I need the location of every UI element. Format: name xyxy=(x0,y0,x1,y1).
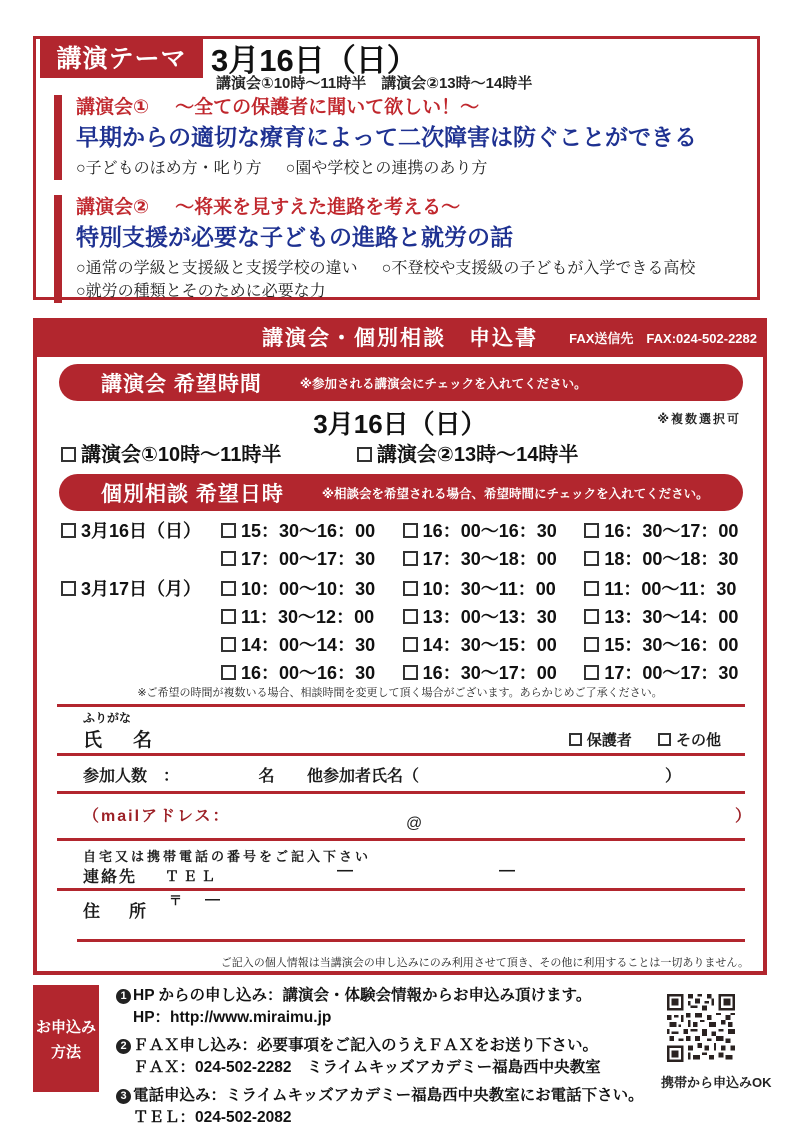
time-slot-label: 16：00～16：30 xyxy=(422,521,557,541)
lecture-options-row xyxy=(61,438,578,467)
participants-unit-label: 名 xyxy=(258,768,275,785)
time-slot-checkbox[interactable] xyxy=(403,551,418,566)
lecture-option-2-label: 講演会②13時～14時半 xyxy=(376,444,579,466)
time-slot-checkbox[interactable] xyxy=(221,637,236,652)
lecture-time-heading: 講演会 希望時間 xyxy=(101,372,262,396)
session-1-name: 講演会① xyxy=(76,97,150,118)
role-option-other xyxy=(658,732,721,749)
consult-day-2-slot-row-4 xyxy=(221,659,766,685)
postal-dash: — xyxy=(205,891,220,908)
session-1-block xyxy=(54,95,697,180)
role-option-guardian xyxy=(569,732,632,749)
other-participants-close-paren: ） xyxy=(664,768,681,785)
consult-day-1-slot-row-2 xyxy=(221,545,766,571)
time-slot xyxy=(221,575,403,601)
time-slot-label: 13：30～14：00 xyxy=(604,607,739,627)
time-slot-checkbox[interactable] xyxy=(584,637,599,652)
session-2-heading xyxy=(76,195,695,221)
time-slot xyxy=(584,659,766,685)
time-slot-checkbox[interactable] xyxy=(221,551,236,566)
time-slot xyxy=(584,603,766,629)
apply-step-1-title xyxy=(116,985,656,1007)
apply-heading-line2: 方法 xyxy=(50,1043,81,1061)
time-slot-checkbox[interactable] xyxy=(221,609,236,624)
lecture-time-note: ※参加される講演会にチェックを入れてください。 xyxy=(299,376,587,391)
other-participants-label: 他参加者氏名（ xyxy=(306,768,419,785)
apply-method-heading-box xyxy=(33,985,99,1092)
step-1-title-text: HP からの申し込み：講演会・体験会情報からお申込み頂けます。 xyxy=(133,987,592,1004)
time-slot-label: 16：00～16：30 xyxy=(241,663,376,683)
consult-day-1 xyxy=(61,517,201,543)
time-slot-checkbox[interactable] xyxy=(584,523,599,538)
role-guardian-checkbox[interactable] xyxy=(569,733,582,746)
mail-close-paren: ） xyxy=(734,808,751,825)
time-slot-checkbox[interactable] xyxy=(221,665,236,680)
role-guardian-label: 保護者 xyxy=(586,732,632,749)
time-slot xyxy=(584,517,766,543)
mail-field-label: （mailアドレス： xyxy=(83,808,231,825)
time-slot-label: 17：00～17：30 xyxy=(241,549,376,569)
session-1-tagline: ～全ての保護者に聞いて欲しい！～ xyxy=(175,97,480,118)
time-slot xyxy=(221,631,403,657)
time-slot-checkbox[interactable] xyxy=(403,665,418,680)
time-slot-checkbox[interactable] xyxy=(221,581,236,596)
apply-step-3-title xyxy=(116,1085,656,1107)
time-slot xyxy=(403,603,585,629)
application-form-banner xyxy=(33,318,767,353)
time-slot-label: 14：00～14：30 xyxy=(241,635,376,655)
time-slot-checkbox[interactable] xyxy=(403,581,418,596)
form-event-date: 3月16日（日） xyxy=(313,409,487,439)
session-2-topic-b: ○不登校や支援級の子どもが入学できる高校 xyxy=(381,259,696,277)
time-slot-checkbox[interactable] xyxy=(584,551,599,566)
time-slot-label: 13：00～13：30 xyxy=(422,607,557,627)
privacy-note: ご記入の個人情報は当講演会の申し込みにのみ利用させて頂き、その他に利用することは一切ありません。 xyxy=(220,957,749,969)
time-slot xyxy=(403,659,585,685)
contact-field-label: 連絡先 xyxy=(83,869,138,886)
session-2-name: 講演会② xyxy=(76,197,150,218)
time-slot-label: 11：00～11：30 xyxy=(604,579,737,599)
time-slot xyxy=(221,517,403,543)
application-form xyxy=(33,353,767,975)
divider xyxy=(57,838,745,841)
time-slot-label: 10：00～10：30 xyxy=(241,579,376,599)
tel-dash-1: — xyxy=(337,862,353,879)
time-slot-label: 10：30～11：00 xyxy=(422,579,556,599)
lecture-time-heading-bar xyxy=(59,364,743,401)
session-2-block xyxy=(54,195,695,303)
lecture-option-2-checkbox[interactable] xyxy=(357,447,372,462)
apply-steps xyxy=(116,985,656,1129)
time-slot-label: 14：30～15：00 xyxy=(422,635,557,655)
time-slot xyxy=(403,575,585,601)
consult-day-1-label: 3月16日（日） xyxy=(81,521,202,541)
consult-note: ※相談会を希望される場合、希望時間にチェックを入れてください。 xyxy=(321,486,709,501)
multiple-selection-note: ※複数選択可 xyxy=(657,412,741,426)
consult-day-2-checkbox[interactable] xyxy=(61,581,76,596)
time-slot-label: 18：00～18：30 xyxy=(604,549,739,569)
time-slot xyxy=(403,545,585,571)
at-sign: @ xyxy=(406,815,423,832)
time-slot-checkbox[interactable] xyxy=(584,609,599,624)
time-slot-checkbox[interactable] xyxy=(584,581,599,596)
divider xyxy=(57,791,745,794)
apply-step-1-detail: HP：http://www.miraimu.jp xyxy=(133,1009,332,1026)
qr-code-icon xyxy=(667,994,735,1062)
time-slot-label: 16：30～17：00 xyxy=(604,521,739,541)
session-2-topic-c: ○就労の種類とそのために必要な力 xyxy=(76,282,326,300)
lecture-option-1-checkbox[interactable] xyxy=(61,447,76,462)
apply-heading-line1: お申込み xyxy=(35,1018,96,1036)
time-slot-checkbox[interactable] xyxy=(403,609,418,624)
time-slot xyxy=(403,631,585,657)
apply-step-2-title xyxy=(116,1035,656,1057)
name-field-label: 氏 名 xyxy=(83,730,159,751)
step-2-title-text: ＦＡＸ申し込み：必要事項をご記入のうえＦＡＸをお送り下さい。 xyxy=(133,1037,599,1054)
fax-destination-label: FAX送信先 FAX:024-502-2282 xyxy=(569,331,757,346)
step-3-number-icon: 3 xyxy=(116,1089,131,1104)
divider xyxy=(77,939,745,942)
apply-step-3-detail: ＴＥＬ：024-502-2082 xyxy=(133,1109,292,1126)
application-form-title: 講演会・個別相談 申込書 xyxy=(262,327,538,350)
time-slot xyxy=(221,603,403,629)
consult-day-2-slot-row-1 xyxy=(221,575,766,601)
consult-caution-note: ※ご希望の時間が複数いる場合、相談時間を変更して頂く場合がございます。あらかじめご了承ください。 xyxy=(137,687,663,699)
consult-day-2 xyxy=(61,575,201,601)
consult-day-1-checkbox[interactable] xyxy=(61,523,76,538)
step-2-number-icon: 2 xyxy=(116,1039,131,1054)
lecture-theme-section xyxy=(33,36,760,300)
time-slot xyxy=(584,545,766,571)
consult-heading: 個別相談 希望日時 xyxy=(101,482,284,506)
phone-instruction-note: 自宅又は携帯電話の番号をご記入下さい xyxy=(83,849,372,864)
time-slot-label: 11：30～12：00 xyxy=(241,607,375,627)
time-slot xyxy=(403,517,585,543)
qr-block xyxy=(661,994,772,1091)
session-2-title: 特別支援が必要な子どもの進路と就労の話 xyxy=(76,223,513,250)
role-other-label: その他 xyxy=(675,732,721,749)
lecture-option-1 xyxy=(61,438,281,467)
session-2-tagline: ～将来を見すえた進路を考える～ xyxy=(175,197,461,218)
time-slot-checkbox[interactable] xyxy=(221,523,236,538)
consult-day-2-slot-row-3 xyxy=(221,631,766,657)
divider xyxy=(57,753,745,756)
qr-caption: 携帯から申込みOK xyxy=(661,1075,772,1090)
time-slot xyxy=(584,631,766,657)
lecture-option-2 xyxy=(357,438,578,467)
consult-day-2-label: 3月17日（月） xyxy=(81,579,202,599)
lecture-theme-label: 講演テーマ xyxy=(40,36,203,78)
tel-dash-2: — xyxy=(499,862,515,879)
time-slot-label: 15：30～16：00 xyxy=(604,635,739,655)
event-times-subtitle: 講演会①10時～11時半 講演会②13時～14時半 xyxy=(216,75,533,92)
step-3-title-text: 電話申込み：ミライムキッズアカデミー福島西中央教室にお電話下さい。 xyxy=(133,1087,644,1104)
time-slot-label: 17：00～17：30 xyxy=(604,663,739,683)
apply-step-2-detail: ＦＡＸ：024-502-2282 ミライムキッズアカデミー福島西中央教室 xyxy=(133,1059,601,1076)
session-1-heading xyxy=(76,95,697,121)
divider xyxy=(57,704,745,707)
lecture-option-1-label: 講演会①10時～11時半 xyxy=(81,444,282,466)
session-2-topic-a: ○通常の学級と支援級と支援学校の違い xyxy=(76,259,358,277)
furigana-label: ふりがな xyxy=(83,711,132,725)
session-1-title: 早期からの適切な療育によって二次障害は防ぐことができる xyxy=(76,123,697,150)
postal-mark: 〒 xyxy=(169,893,183,908)
role-other-checkbox[interactable] xyxy=(658,733,671,746)
event-date-heading: 3月16日（日） xyxy=(211,43,418,78)
time-slot xyxy=(221,659,403,685)
time-slot-label: 16：30～17：00 xyxy=(422,663,557,683)
time-slot-checkbox[interactable] xyxy=(584,665,599,680)
time-slot xyxy=(221,545,403,571)
time-slot-label: 17：30～18：00 xyxy=(422,549,557,569)
time-slot-label: 15：30～16：00 xyxy=(241,521,376,541)
session-1-topics xyxy=(76,157,697,180)
time-slot xyxy=(584,575,766,601)
role-options-row xyxy=(569,729,721,750)
time-slot-checkbox[interactable] xyxy=(403,523,418,538)
session-1-topic-a: ○子どものほめ方・叱り方 xyxy=(76,159,262,177)
mail-row xyxy=(61,803,751,835)
time-slot-checkbox[interactable] xyxy=(403,637,418,652)
session-1-topic-b: ○園や学校との連携のあり方 xyxy=(285,159,488,177)
address-field-label: 住 所 xyxy=(83,902,152,921)
consult-day-2-slot-row-2 xyxy=(221,603,766,629)
divider xyxy=(57,888,745,891)
consult-day-1-slot-row-1 xyxy=(221,517,766,543)
participants-row xyxy=(83,763,743,786)
participants-label: 参加人数 ： xyxy=(83,768,180,785)
tel-label: ＴＥＬ xyxy=(165,868,219,884)
step-1-number-icon: 1 xyxy=(116,989,131,1004)
session-2-topics xyxy=(76,257,695,303)
consult-heading-bar xyxy=(59,474,743,511)
